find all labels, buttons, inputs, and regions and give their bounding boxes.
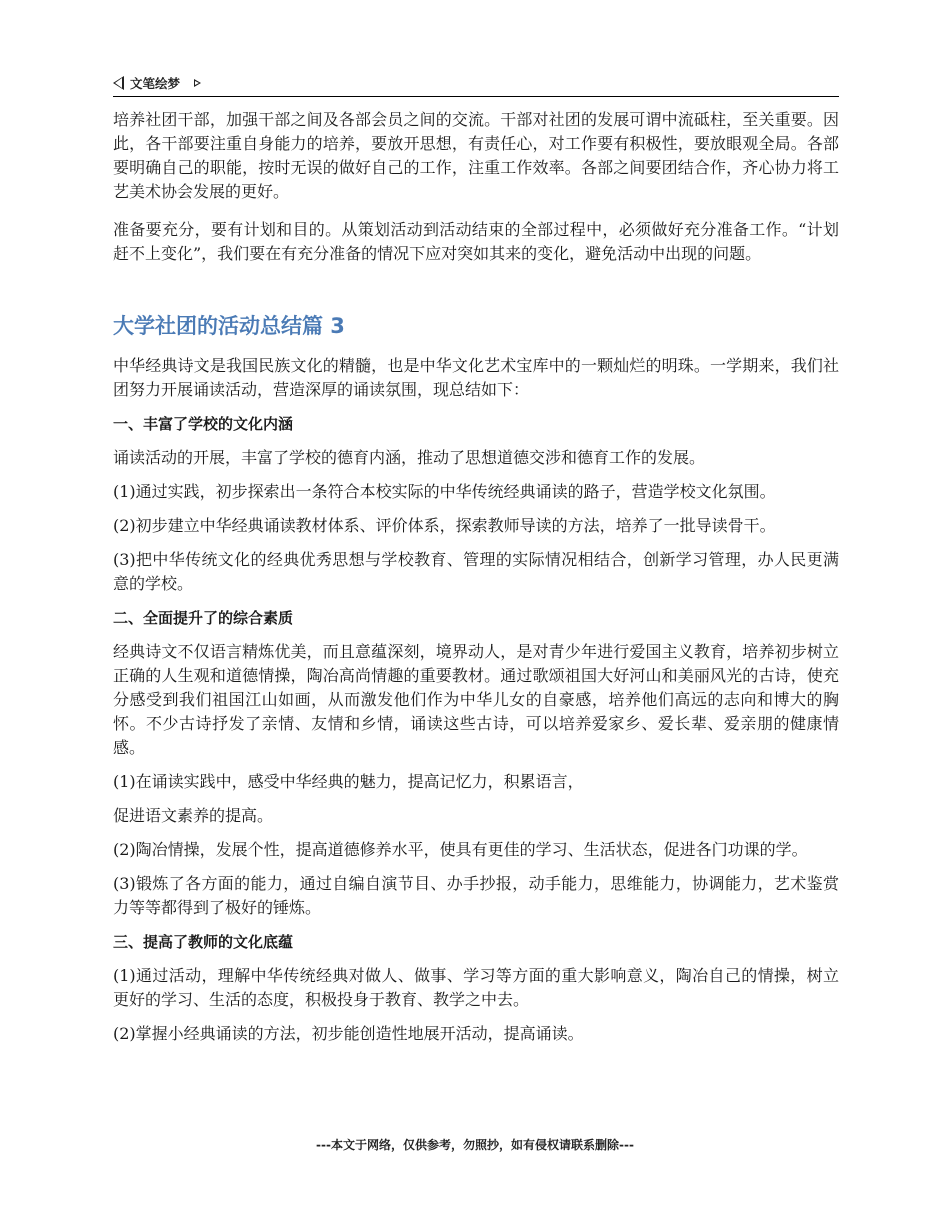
subheading: 一、丰富了学校的文化内涵	[113, 415, 294, 433]
list-item: (3)锻炼了各方面的能力，通过自编自演节目、办手抄报，动手能力，思维能力，协调能力，艺术鉴赏力等等都得到了极好的锤炼。	[113, 874, 839, 917]
list-item: (1)通过实践，初步探索出一条符合本校实际的中华传统经典诵读的路子，营造学校文化氛围。	[113, 482, 776, 501]
subheading: 三、提高了教师的文化底蕴	[113, 933, 294, 951]
triangle-right-icon	[194, 79, 201, 87]
list-item: (1)通过活动，理解中华传统经典对做人、做事、学习等方面的重大影响意义，陶冶自己的情操，树立更好的学习、生活的态度，积极投身于教育、教学之中去。	[113, 966, 839, 1009]
paragraph: 中华经典诗文是我国民族文化的精髓，也是中华文化艺术宝库中的一颗灿烂的明珠。一学期来，我们社团努力开展诵读活动，营造深厚的诵读氛围，现总结如下：	[113, 356, 839, 399]
list-item: (1)在诵读实践中，感受中华经典的魅力，提高记忆力，积累语言，	[113, 772, 584, 791]
paragraph: 准备要充分，要有计划和目的。从策划活动到活动结束的全部过程中，必须做好充分准备工作。“计划赶不上变化”，我们要在有充分准备的情况下应对突如其来的变化，避免活动中出现的问题。	[113, 220, 839, 263]
list-item: (3)把中华传统文化的经典优秀思想与学校教育、管理的实际情况相结合，创新学习管理，办人民更满意的学校。	[113, 550, 839, 593]
paragraph: 经典诗文不仅语言精炼优美，而且意蕴深刻，境界动人，是对青少年进行爱国主义教育，培养初步树立正确的人生观和道德情操，陶冶高尚情趣的重要教材。通过歌颂祖国大好河山和美丽风光的古诗，使充分感受到我们祖国江山如画，从而激发他们作为中华儿女的自豪感，培养他们高远的志向和博大的胸怀。不少古诗抒发了亲情、友情和乡情，诵读这些古诗，可以培养爱家乡、爱长辈、爱亲朋的健康情感。	[113, 642, 839, 757]
subheading: 二、全面提升了的综合素质	[113, 609, 294, 627]
paragraph: 培养社团干部，加强干部之间及各部会员之间的交流。干部对社团的发展可谓中流砥柱，至关重要。因此，各干部要注重自身能力的培养，要放开思想，有责任心，对工作要有积极性，要放眼观全局。各部要明确自己的职能，按时无误的做好自己的工作，注重工作效率。各部之间要团结合作，齐心协力将工艺美术协会发展的更好。	[113, 110, 839, 201]
triangle-left-icon	[113, 76, 124, 90]
list-item: (2)初步建立中华经典诵读教材体系、评价体系，探索教师导读的方法，培养了一批导读骨干。	[113, 516, 776, 535]
list-item: (2)掌握小经典诵读的方法，初步能创造性地展开活动，提高诵读。	[113, 1024, 584, 1043]
page-footer: ---本文于网络，仅供参考，勿照抄，如有侵权请联系删除---	[316, 1138, 634, 1152]
page-header	[113, 70, 839, 97]
list-item: (2)陶冶情操，发展个性，提高道德修养水平，使具有更佳的学习、生活状态，促进各门功课的学。	[113, 840, 808, 859]
paragraph: 促进语文素养的提高。	[113, 806, 274, 825]
section-heading: 大学社团的活动总结篇 3	[113, 314, 345, 338]
paragraph: 诵读活动的开展，丰富了学校的德育内涵，推动了思想道德交涉和德育工作的发展。	[113, 448, 706, 467]
document-body	[113, 108, 839, 1056]
header-title: 文笔绘梦	[130, 76, 181, 91]
